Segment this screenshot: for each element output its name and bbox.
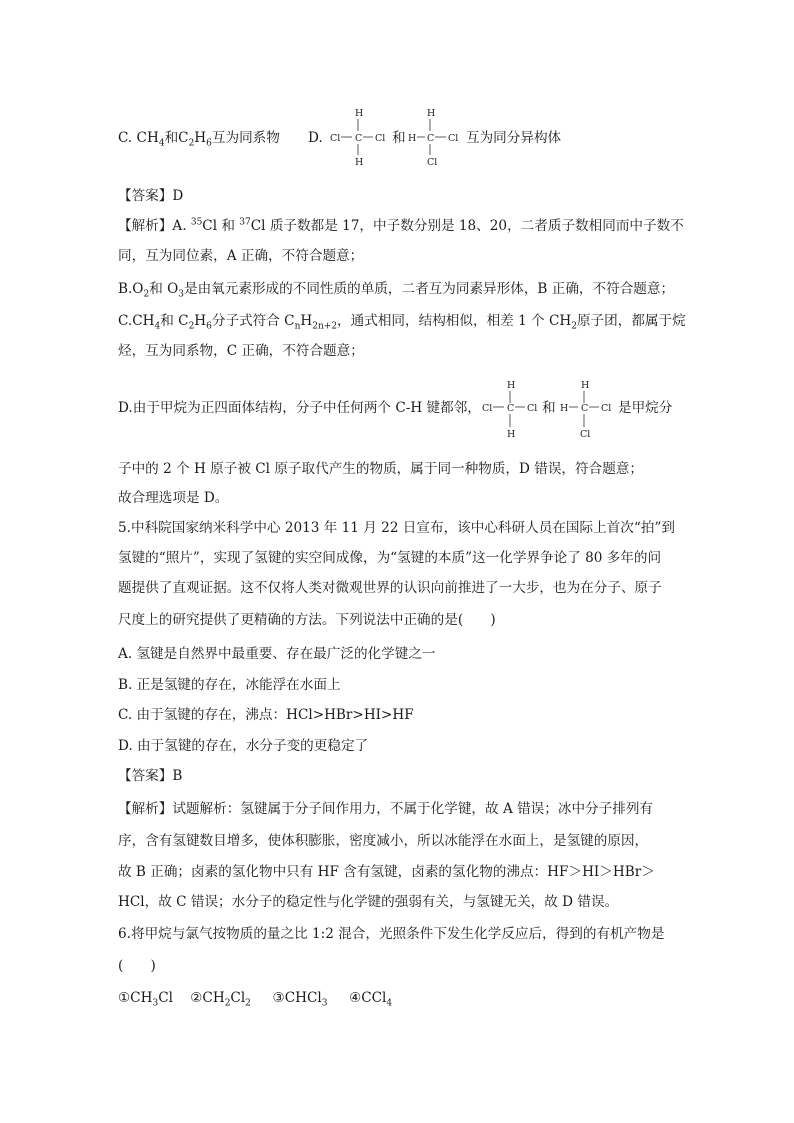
svg-text:H: H: [560, 403, 569, 414]
q5-option-c: C. 由于氢键的存在，沸点：HCl>HBr>HI>HF: [118, 707, 414, 723]
svg-text:Cl: Cl: [448, 133, 459, 144]
q4-answer: 【答案】D: [118, 188, 184, 204]
q5-answer: 【答案】B: [118, 768, 183, 784]
q5-stem-line3: 题提供了直观证据。这不仅将人类对微观世界的认识向前推进了一大步，也为在分子、原子: [118, 580, 662, 596]
svg-text:C: C: [427, 133, 435, 144]
q4-option-c: C. $CH_4$和$C_2H_6$互为同系物: [118, 130, 280, 149]
q4-analysis-line8: 故合理选项是 D。: [118, 490, 229, 506]
q4-option-d-mid: 和: [392, 130, 406, 146]
q6-option-3: ③CHCl$_3$: [272, 990, 328, 1009]
svg-text:H: H: [507, 380, 516, 391]
struct-atom-h: H: [355, 108, 364, 119]
svg-text:C: C: [355, 133, 363, 144]
svg-text:H: H: [581, 380, 590, 391]
q5-analysis-line4: HCl，故 C 错误；水分子的稳定性与化学键的强弱有关，与氢键无关，故 D 错误。: [118, 894, 619, 910]
q5-stem-line4: 尺度上的研究提供了更精确的方法。下列说法中正确的是( ): [118, 612, 496, 628]
q4-analysis-line6-suffix: 是甲烷分: [618, 400, 673, 416]
q4-analysis-line7: 子中的 2 个 H 原子被 Cl 原子取代产生的物质，属于同一种物质，D 错误，符合题意；: [118, 461, 643, 477]
dichloromethane-structure-1: [330, 105, 390, 168]
q6-option-4: ④CCl$_4$: [349, 990, 393, 1009]
q6-option-2: $②CH_2Cl_2$: [190, 990, 251, 1009]
q4-analysis-line3: $B.O_2$和 $O_3$是由氧元素形成的不同性质的单质，二者互为同素异形体，B 正确，不符合题意；: [118, 281, 675, 300]
svg-text:H: H: [355, 157, 364, 168]
dichloromethane-structure-4: [560, 377, 620, 439]
svg-text:H: H: [427, 108, 436, 119]
svg-text:Cl: Cl: [330, 133, 341, 144]
q5-analysis-line2: 序，含有氢键数目增多，使体积膨胀，密度减小，所以冰能浮在水面上，是氢键的原因，: [118, 833, 649, 849]
dichloromethane-structure-3: [482, 377, 542, 439]
q6-option-1: $①CH_3Cl$: [118, 990, 173, 1009]
q5-analysis-line1: 【解析】试题解析：氢键属于分子间作用力，不属于化学键，故 A 错误；冰中分子排列有: [118, 801, 654, 817]
q4-analysis-line2: 同，互为同位素，A 正确，不符合题意；: [118, 248, 364, 264]
svg-text:Cl: Cl: [427, 157, 438, 168]
svg-text:Cl: Cl: [482, 403, 493, 414]
q4-analysis-line4: $C.CH_4$和 $C_2H_6$分子式符合 $C_nH_{2n+2}$，通式相同，结构相似，相差 1 个 $CH_2$原子团，都属于烷: [118, 313, 686, 332]
svg-text:H: H: [408, 133, 417, 144]
svg-text:C: C: [507, 403, 515, 414]
svg-text:H: H: [507, 429, 516, 440]
q6-stem-line1: 6.将甲烷与氯气按物质的量之比 1:2 混合，光照条件下发生化学反应后，得到的有机产物是: [118, 926, 665, 942]
q4-analysis-line6-prefix: D.由于甲烷为正四面体结构，分子中任何两个 C-H 键都邻，: [118, 400, 481, 416]
q5-option-a: A. 氢键是自然界中最重要、存在最广泛的化学键之一: [118, 646, 436, 662]
dichloromethane-structure-2: [408, 105, 468, 168]
q4-option-d-prefix: D.: [308, 130, 323, 146]
svg-text:Cl: Cl: [601, 403, 612, 414]
svg-text:Cl: Cl: [527, 403, 538, 414]
svg-text:C: C: [581, 403, 589, 414]
q5-option-d: D. 由于氢键的存在，水分子变的更稳定了: [118, 738, 369, 754]
svg-text:Cl: Cl: [580, 429, 591, 440]
q5-stem-line2: 氢键的“照片”，实现了氢键的实空间成像，为“氢键的本质”这一化学界争论了 80 多年的问: [118, 550, 662, 566]
q4-analysis-line5: 烃，互为同系物，C 正确，不符合题意；: [118, 343, 364, 359]
svg-text:Cl: Cl: [375, 133, 386, 144]
q6-stem-line2: ( ): [118, 958, 156, 974]
q4-analysis-line1: 【解析】A. $^{35}$Cl 和 $^{37}$Cl 质子数都是 17，中子数分别是 18、20，二者质子数相同而中子数不: [118, 217, 684, 234]
q6-options: [118, 989, 392, 1007]
q5-stem-line1: 5.中科院国家纳米科学中心 2013 年 11 月 22 日宣布，该中心科研人员在国际上首次“拍”到: [118, 520, 675, 536]
q4-option-d-suffix: 互为同分异构体: [466, 130, 562, 146]
q5-option-b: B. 正是氢键的存在，冰能浮在水面上: [118, 677, 341, 693]
q5-analysis-line3: 故 B 正确；卤素的氢化物中只有 HF 含有氢键，卤素的氢化物的沸点：HF＞HI＞HBr＞: [118, 864, 655, 880]
q4-analysis-line6-mid: 和: [542, 400, 556, 416]
